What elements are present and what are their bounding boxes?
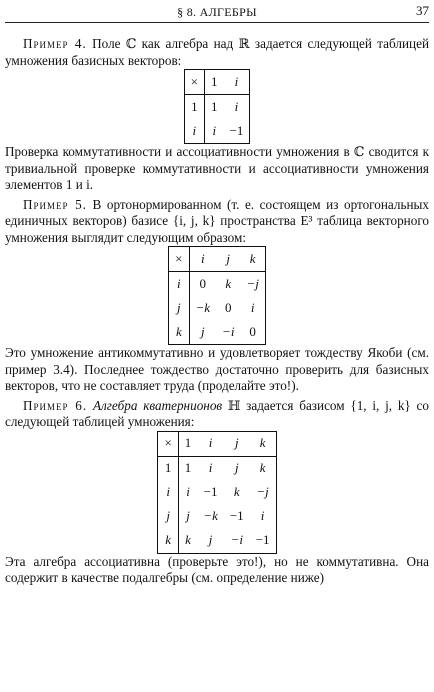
quaternion-algebra-title: Алгебра кватернионов <box>87 397 223 413</box>
table-cell: j <box>200 323 205 339</box>
table-cell: 0 <box>249 323 256 339</box>
table-cell: −1 <box>229 122 244 138</box>
table-cell: 0 <box>199 275 207 291</box>
table-row <box>169 320 266 345</box>
example-5-label: Пример 5. <box>23 196 87 212</box>
row-header: 1 <box>158 456 178 481</box>
example-4-text: Поле ℂ как алгебра над ℝ задается следующей таблицей умножения базисных векторов: <box>5 36 429 68</box>
row-header: i <box>158 481 178 505</box>
table-cell: i <box>234 98 239 114</box>
anticommutativity-paragraph: Это умножение антикоммутативно и удовлетворяет тождеству Якоби (см. пример 3.4). Последнее тождество достаточно проверить для базисных векторов, что не составляет труда (проделайте это!). <box>5 345 429 393</box>
running-header <box>5 3 429 23</box>
column-header: j <box>224 431 250 456</box>
table-cell: −j <box>256 484 269 500</box>
table-cell: 1 <box>184 460 192 476</box>
row-header: k <box>169 320 189 345</box>
row-header: j <box>169 296 189 320</box>
column-header: j <box>216 247 240 272</box>
table-cell: −1 <box>203 484 218 500</box>
table-row <box>158 529 276 554</box>
table-cell: −j <box>246 275 259 291</box>
row-header: 1 <box>184 95 204 120</box>
table-cell: k <box>259 460 266 476</box>
table-cell: i <box>260 508 265 524</box>
table-cell: j <box>208 532 213 548</box>
table-cell: j <box>186 508 190 524</box>
column-header: k <box>240 247 265 272</box>
table-cell: −k <box>195 299 211 315</box>
column-header: i <box>224 70 250 95</box>
table-cell: 1 <box>211 98 218 114</box>
example-6-label: Пример 6. <box>23 397 88 413</box>
page-number: 37 <box>416 3 429 18</box>
table-cell: −1 <box>255 532 270 548</box>
table-header-row <box>169 247 266 272</box>
column-header: 1 <box>205 70 224 95</box>
example-5-text: В ортонормированном (т. е. состоящем из ортогональных единичных векторов) базисе {i, j, k} пространства E³ таблица векторного умножения выглядит следующим образом: <box>5 196 429 245</box>
quaternion-multiplication-table <box>157 431 276 554</box>
table-cell: k <box>233 484 240 500</box>
table-row <box>158 505 276 529</box>
table-row <box>169 296 266 320</box>
book-page <box>5 0 429 587</box>
table-cell: i <box>186 484 190 500</box>
column-header: i <box>189 247 216 272</box>
example-4-label: Пример 4. <box>23 36 87 51</box>
row-header: i <box>184 119 204 144</box>
table-row <box>184 119 250 144</box>
table-corner: × <box>169 247 189 272</box>
table-header-row <box>158 431 276 456</box>
column-header: k <box>250 431 276 456</box>
table-cell: i <box>208 460 213 476</box>
table-cell: i <box>212 122 217 138</box>
table-cell: −k <box>203 508 218 524</box>
table-cell: −1 <box>229 508 244 524</box>
example-6-paragraph <box>5 398 429 431</box>
section-title: § 8. АЛГЕБРЫ <box>177 5 257 19</box>
complex-multiplication-table <box>184 69 251 144</box>
column-header: 1 <box>178 431 197 456</box>
associativity-paragraph: Эта алгебра ассоциативна (проверьте это!), но не коммутативна. Она содержит в качестве подалгебры (см. определение ниже) <box>5 553 429 585</box>
table-cell: i <box>250 299 255 315</box>
table-cell: k <box>225 275 232 291</box>
table-cell: k <box>185 532 191 548</box>
table-header-row <box>184 70 250 95</box>
table-cell: j <box>234 460 239 476</box>
commutativity-paragraph: Проверка коммутативности и ассоциативности умножения в ℂ сводится к тривиальной проверке коммутативности и ассоциативности умножения элементов 1 и i. <box>5 144 429 192</box>
table-row <box>158 456 276 481</box>
table-row <box>169 272 266 297</box>
row-header: i <box>169 272 189 297</box>
row-header: j <box>158 505 178 529</box>
table-cell: −i <box>222 323 235 339</box>
table-row <box>158 481 276 505</box>
cross-product-table <box>168 246 266 345</box>
example-6-text: ℍ задается базисом {1, i, j, k} со следующей таблицей умножения: <box>5 397 429 429</box>
row-header: k <box>158 529 178 554</box>
column-header: i <box>197 431 224 456</box>
table-corner: × <box>158 431 178 456</box>
example-4-paragraph <box>5 36 429 69</box>
table-cell: 0 <box>224 299 232 315</box>
example-5-paragraph <box>5 197 429 247</box>
table-cell: −i <box>230 532 243 548</box>
table-row <box>184 95 250 120</box>
table-corner: × <box>184 70 204 95</box>
